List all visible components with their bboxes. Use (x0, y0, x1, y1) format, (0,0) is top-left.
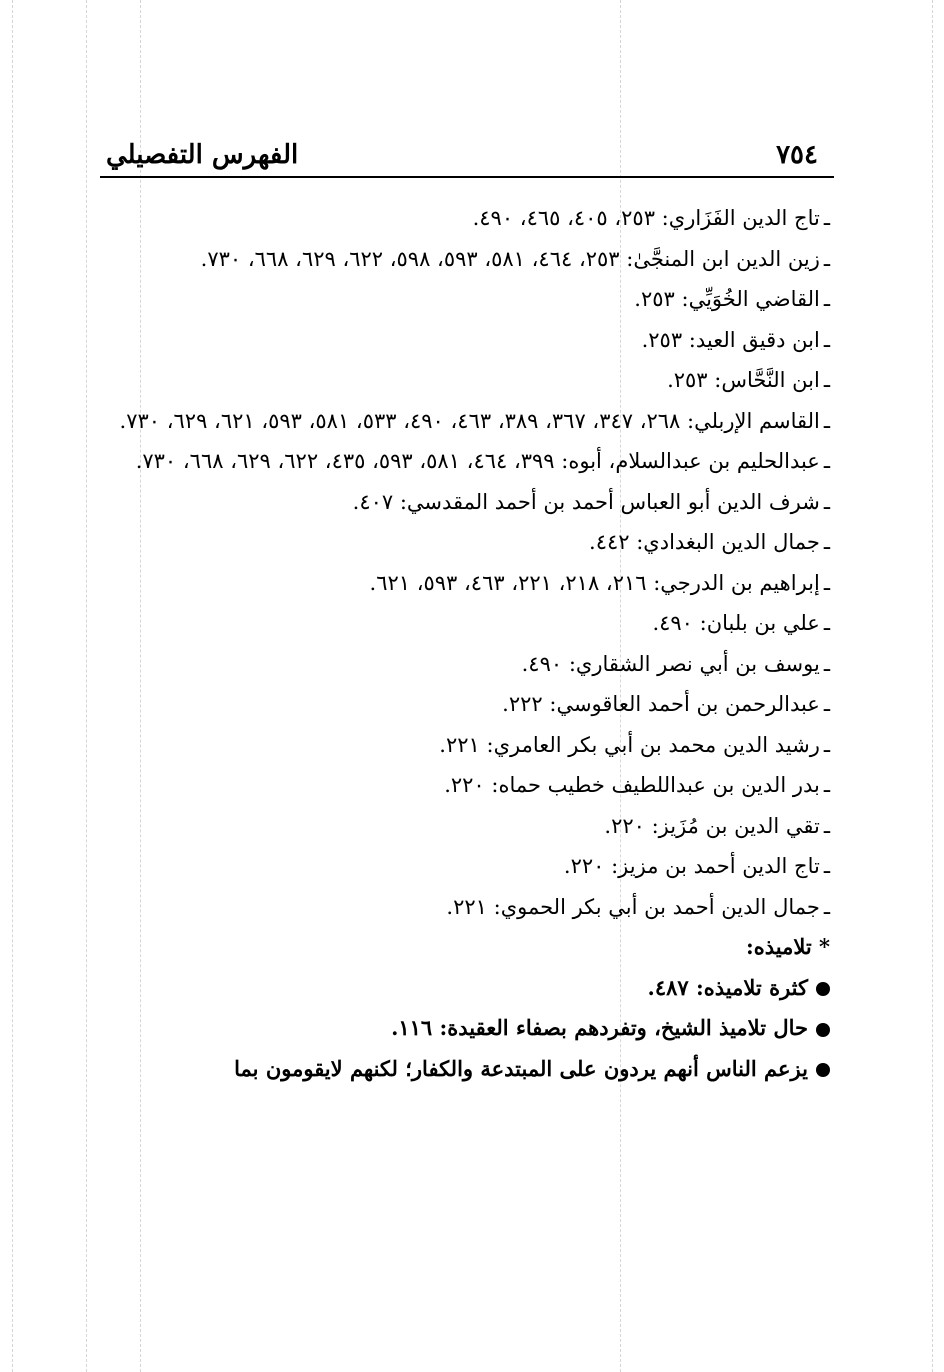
section-item: كثرة تلاميذه: ٤٨٧. (112, 968, 830, 1009)
index-entry: ـابن النَّحَّاس: ٢٥٣. (667, 368, 830, 392)
scan-guide-line (932, 0, 933, 1372)
section-item: حال تلاميذ الشيخ، وتفردهم بصفاء العقيدة: ١١٦. (112, 1008, 830, 1049)
index-entry: ـعبدالرحمن بن أحمد العاقوسي: ٢٢٢. (502, 692, 830, 716)
index-entry: ـرشيد الدين محمد بن أبي بكر العامري: ٢٢١. (439, 732, 830, 757)
bullet-icon (816, 982, 830, 996)
page-header (100, 140, 834, 178)
scan-guide-line (12, 0, 13, 1372)
index-entry: ـعبدالحليم بن عبدالسلام، أبوه: ٣٩٩، ٤٦٤، ٥٨١، ٥٩٣، ٤٣٥، ٦٢٢، ٦٢٩، ٦٦٨، ٧٣٠. (135, 449, 830, 473)
index-entry: ـجمال الدين أحمد بن أبي بكر الحموي: ٢٢١. (446, 894, 830, 919)
index-entry: ـتقي الدين بن مُزَيز: ٢٢٠. (604, 813, 830, 838)
index-entry: ـالقاسم الإربلي: ٢٦٨، ٣٤٧، ٣٦٧، ٣٨٩، ٤٦٣، ٤٩٠، ٥٣٣، ٥٨١، ٥٩٣، ٦٢١، ٦٢٩، ٧٣٠. (119, 408, 830, 433)
index-entry: ـتاج الدين أحمد بن مزيز: ٢٢٠. (563, 854, 830, 878)
section-heading: * تلاميذه: (745, 934, 830, 959)
index-body (112, 198, 830, 1089)
section-item: يزعم الناس أنهم يردون على المبتدعة والكفار؛ لكنهم لايقومون بما (112, 1049, 830, 1090)
index-entry: ـبدر الدين بن عبداللطيف خطيب حماه: ٢٢٠. (444, 773, 830, 797)
page-number: ٧٥٤ (776, 140, 818, 170)
index-entry: ـابن دقيق العيد: ٢٥٣. (641, 327, 830, 352)
index-entry: ـزين الدين ابن المنجَّىٰ: ٢٥٣، ٤٦٤، ٥٨١، ٥٩٣، ٥٩٨، ٦٢٢، ٦٢٩، ٦٦٨، ٧٣٠. (200, 246, 830, 271)
bullet-icon (816, 1023, 830, 1037)
index-entry: ـعلي بن بلبان: ٤٩٠. (652, 611, 830, 635)
page-title: الفهرس التفصيلي (106, 140, 299, 170)
index-entry: ـتاج الدين الفَزَاري: ٢٥٣، ٤٠٥، ٤٦٥، ٤٩٠. (472, 206, 830, 230)
index-entry: ـيوسف بن أبي نصر الشقاري: ٤٩٠. (521, 651, 830, 676)
index-entry: ـشرف الدين أبو العباس أحمد بن أحمد المقدسي: ٤٠٧. (352, 489, 830, 514)
index-entry: ـجمال الدين البغدادي: ٤٤٢. (589, 530, 830, 554)
bullet-icon (816, 1063, 830, 1077)
index-entry: ـالقاضي الخُوَيِّي: ٢٥٣. (634, 287, 830, 311)
scan-guide-line (86, 0, 87, 1372)
index-entry: ـإبراهيم بن الدرجي: ٢١٦، ٢١٨، ٢٢١، ٤٦٣، ٥٩٣، ٦٢١. (369, 570, 830, 595)
